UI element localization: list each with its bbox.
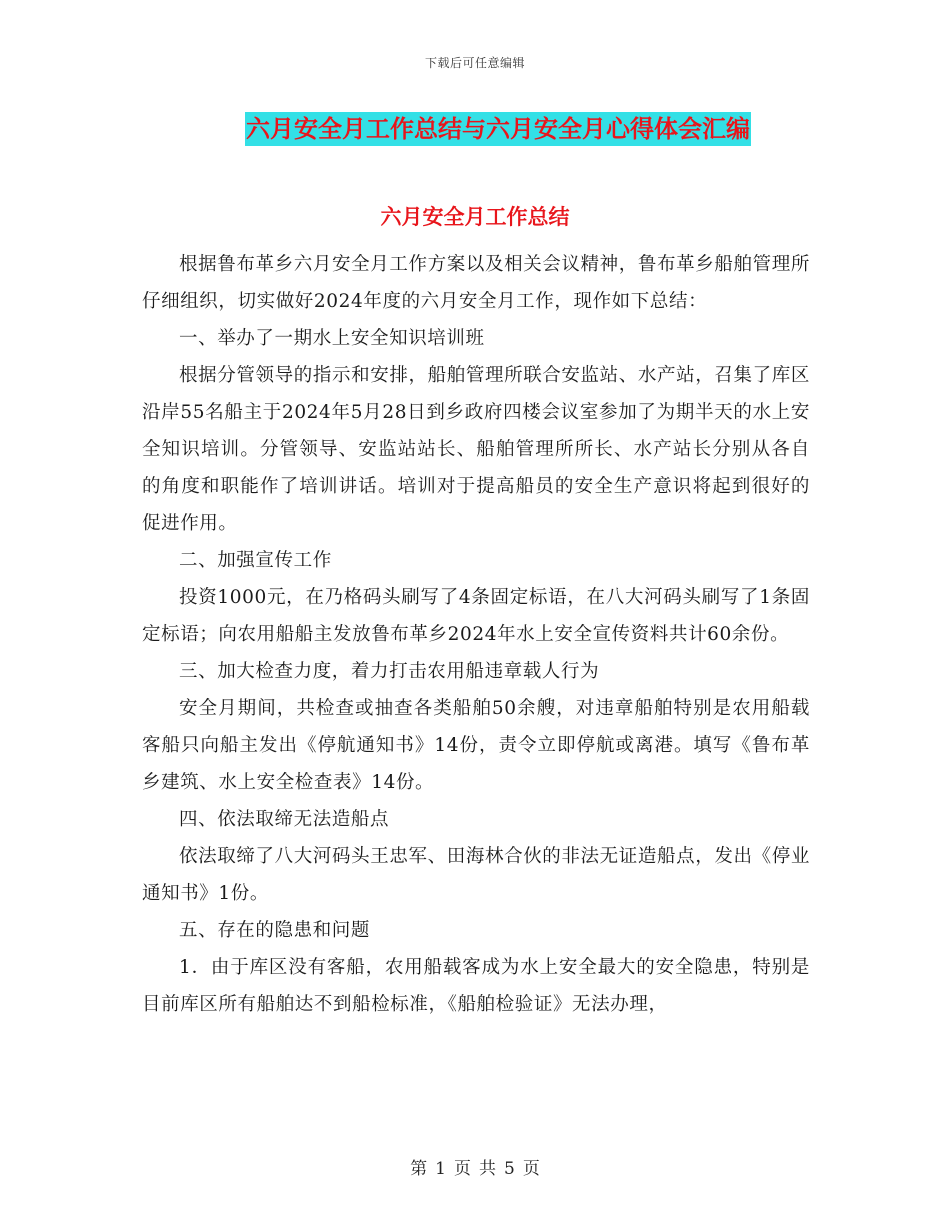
paragraph-training: 根据分管领导的指示和安排，船舶管理所联合安监站、水产站，召集了库区沿岸55名船主于2024年5月28日到乡政府四楼会议室参加了为期半天的水上安全知识培训。分管领导、安监站站长、船舶管理所所长、水产站长分别从各自的角度和职能作了培训讲话。培训对于提高船员的安全生产意识将起到很好的促进作用。	[142, 365, 810, 534]
footer-total-pages: 5	[504, 1159, 515, 1179]
paragraph-ban: 依法取缔了八大河码头王忠军、田海林合伙的非法无证造船点，发出《停业通知书》1份。	[142, 846, 810, 904]
main-title: 六月安全月工作总结与六月安全月心得体会汇编	[245, 112, 751, 146]
paragraph-publicity: 投资1000元，在乃格码头刷写了4条固定标语，在八大河码头刷写了1条固定标语；向农用船船主发放鲁布革乡2024年水上安全宣传资料共计60余份。	[142, 587, 810, 645]
heading-ban: 四、依法取缔无法造船点	[179, 809, 390, 830]
heading-inspection: 三、加大检查力度，着力打击农用船违章载人行为	[179, 661, 600, 682]
footer-page-mid: 页	[454, 1159, 471, 1179]
paragraph-problems: 1．由于库区没有客船，农用船载客成为水上安全最大的安全隐患，特别是目前库区所有船舶达不到船检标准，《船舶检验证》无法办理，	[142, 957, 810, 1015]
main-title-container	[0, 112, 950, 146]
footer-total-suffix: 页	[522, 1159, 540, 1179]
paragraph-intro: 根据鲁布革乡六月安全月工作方案以及相关会议精神，鲁布革乡船舶管理所仔细组织，切实做好2024年度的六月安全月工作，现作如下总结：	[142, 254, 810, 312]
heading-training: 一、举办了一期水上安全知识培训班	[179, 328, 485, 349]
header-note: 下载后可任意编辑	[424, 56, 525, 70]
heading-publicity: 二、加强宣传工作	[179, 550, 332, 571]
paragraph-inspection: 安全月期间，共检查或抽查各类船舶50余艘，对违章船舶特别是农用船载客船只向船主发出《停航通知书》14份，责令立即停航或离港。填写《鲁布革乡建筑、水上安全检查表》14份。	[142, 698, 810, 793]
footer-page-prefix: 第	[410, 1159, 428, 1179]
heading-problems: 五、存在的隐患和问题	[179, 920, 371, 941]
footer-total-prefix: 共	[479, 1159, 496, 1179]
section-title: 六月安全月工作总结	[380, 205, 570, 229]
document-body	[142, 246, 810, 1023]
footer-page-number: 1	[435, 1159, 446, 1179]
page-footer	[0, 1154, 950, 1179]
